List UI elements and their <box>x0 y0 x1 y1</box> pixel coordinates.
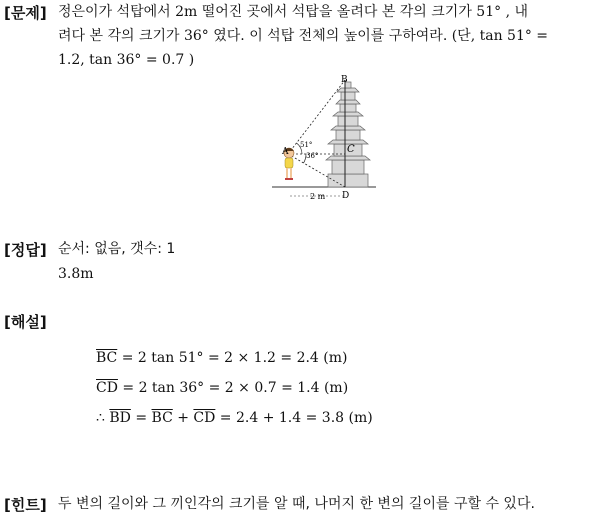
equation-2-rest: = 2 tan 36° = 2 × 0.7 = 1.4 (m) <box>117 380 349 396</box>
angle-51-label: 51° <box>300 141 313 149</box>
pagoda-icon <box>326 82 370 187</box>
equation-3-mid-1: = <box>130 410 152 426</box>
label-c: C <box>347 144 355 155</box>
hint-tag: [힌트] <box>4 496 47 514</box>
problem-line-3: 1.2, tan 36° = 0.7 ) <box>58 52 195 68</box>
problem-line-1: 정은이가 석탑에서 2m 떨어진 곳에서 석탑을 올려다 본 각의 크기가 51° , 내 <box>58 4 528 20</box>
answer-tag: [정답] <box>4 241 47 259</box>
equation-3-mid-2: + <box>172 410 194 426</box>
hint-text: 두 변의 길이와 그 끼인각의 크기를 알 때, 나머지 한 변의 길이를 구할 수 있다. <box>58 496 535 512</box>
solution-equation-2 <box>96 378 348 398</box>
problem-tag: [문제] <box>4 4 47 22</box>
segment-bc-text: $\overline{BC}$ <box>151 410 173 426</box>
solution-equation-1 <box>96 348 348 368</box>
equation-3-rest: = 2.4 + 1.4 = 3.8 (m) <box>215 410 373 426</box>
segment-bc: $\overline{BC}$ <box>96 350 118 366</box>
label-b: B <box>341 75 348 85</box>
equation-1-rest: = 2 tan 51° = 2 × 1.2 = 2.4 (m) <box>117 350 348 366</box>
label-a: A <box>282 147 289 157</box>
label-d: D <box>342 191 350 201</box>
solution-equation-3 <box>96 408 373 428</box>
segment-cd-text: $\overline{CD}$ <box>193 410 216 426</box>
distance-label: 2 m <box>310 192 326 201</box>
answer-order-line: 순서: 없음, 갯수: 1 <box>58 241 176 257</box>
problem-line-2: 려다 본 각의 크기가 36° 였다. 이 석탑 전체의 높이를 구하여라. (단, tan 51° = <box>58 28 549 44</box>
angle-36-label: 36° <box>306 152 319 160</box>
therefore-symbol: ∴ <box>96 410 110 426</box>
segment-cd: $\overline{CD}$ <box>96 380 118 396</box>
solution-tag: [해설] <box>4 313 47 331</box>
answer-value: 3.8m <box>58 266 94 282</box>
segment-bd-text: $\overline{BD}$ <box>109 410 131 426</box>
pagoda-figure <box>268 74 388 204</box>
